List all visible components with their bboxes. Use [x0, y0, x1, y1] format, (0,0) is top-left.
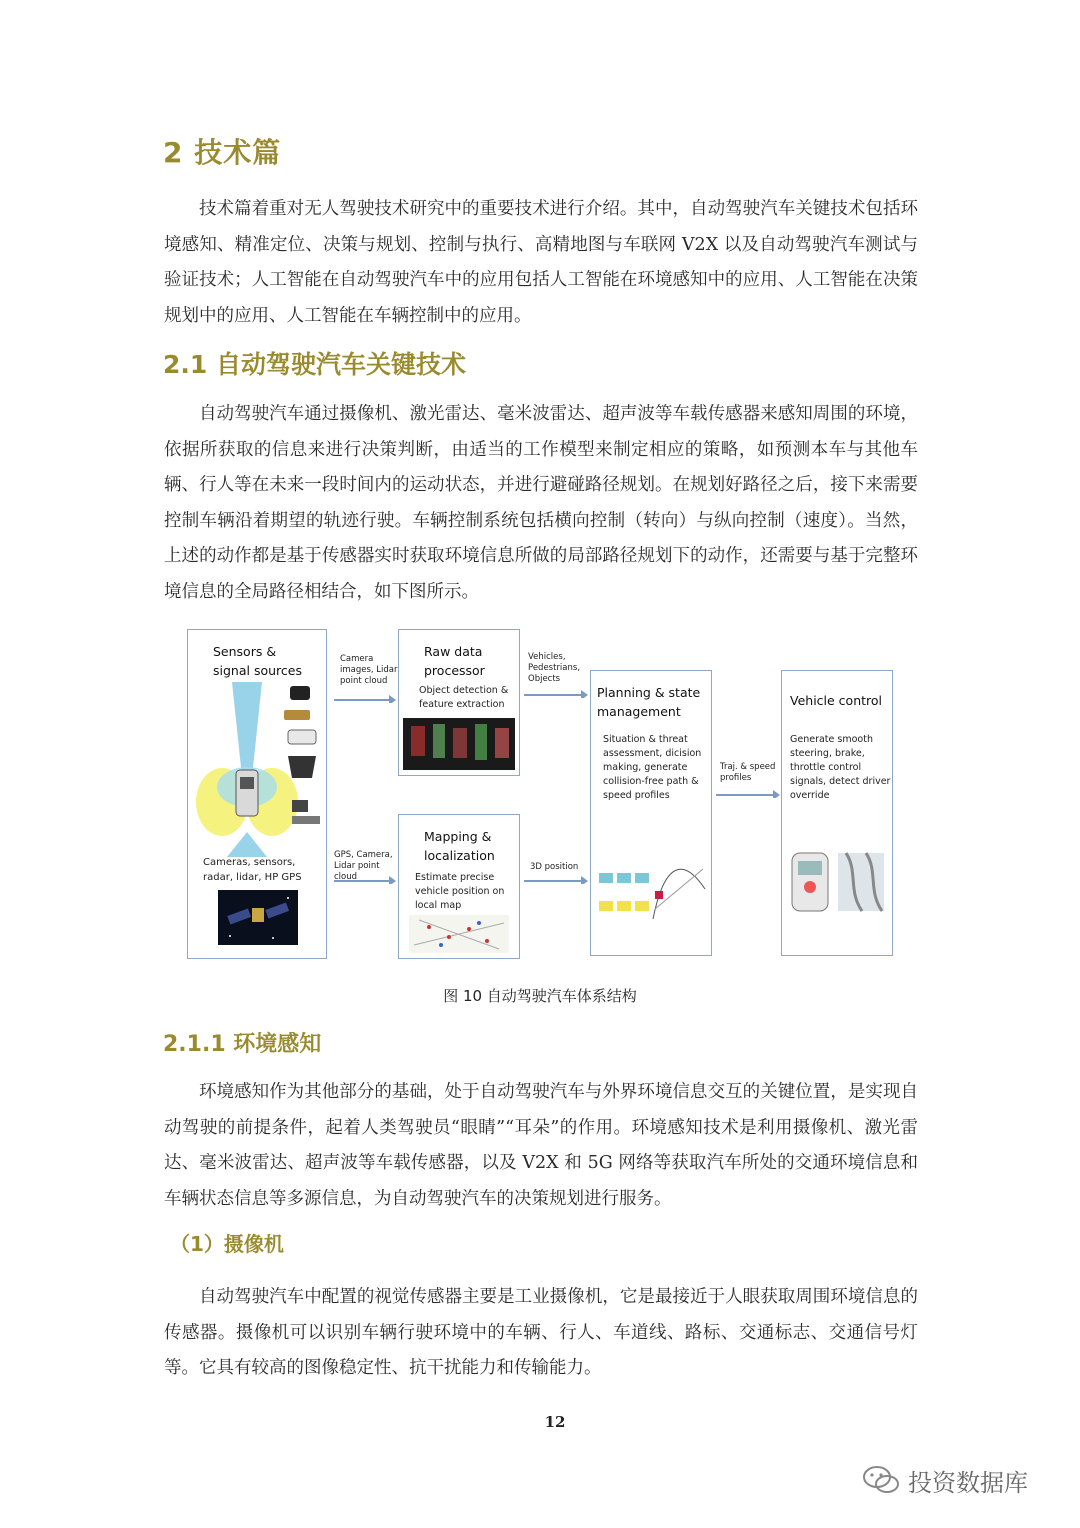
mapping-title: Mapping & localization — [424, 829, 495, 863]
subsection-body: 自动驾驶汽车通过摄像机、激光雷达、毫米波雷达、超声波等车载传感器来感知周围的环境，依据所获取的信息来进行决策判断，由适当的工作模型来制定相应的策略，如预测本车与其他车辆、行人等在未来一段时间内的运动状态，并进行避碰路径规划。在规划好路径之后，接下来需要控制车辆沿着期望的轨迹行驶。车辆控制系统包括横向控制（转向）与纵向控制（速度）。当然，上述的动作都是基于传感器实时获取环境信息所做的局部路径规划下的动作，还需要与基于完整环境信息的全局路径相结合，如下图所示。 — [164, 404, 918, 602]
subsubsection-title: 2.1.1 环境感知 — [163, 1032, 322, 1057]
planning-image — [595, 849, 707, 927]
raw-data-title: Raw data processor — [424, 644, 485, 678]
architecture-diagram — [180, 622, 912, 967]
section-title: 2 技术篇 — [163, 136, 282, 169]
mapping-box — [398, 814, 520, 959]
figure-caption: 图 10 自动驾驶汽车体系结构 — [443, 987, 637, 1005]
sensor-car-illustration — [192, 682, 324, 860]
satellite-image — [218, 890, 298, 945]
subsubsection-body: 环境感知作为其他部分的基础，处于自动驾驶汽车与外界环境信息交互的关键位置，是实现自动驾驶的前提条件，起着人类驾驶员“眼睛”“耳朵”的作用。环境感知技术是利用摄像机、激光雷达、毫米波雷达、超声波等车载传感器，以及 V2X 和 5G 网络等获取汽车所处的交通环境信息和车辆状态信息等多源信息，为自动驾驶汽车的决策规划进行服务。 — [164, 1082, 918, 1209]
flow-label-traj: Traj. & speed profiles — [720, 762, 776, 783]
vehicle-desc: Generate smooth steering, brake, throttle control signals, detect driver override — [790, 734, 891, 801]
sensors-title: Sensors & signal sources — [213, 644, 302, 678]
item-body: 自动驾驶汽车中配置的视觉传感器主要是工业摄像机，它是最接近于人眼获取周围环境信息的传感器。摄像机可以识别车辆行驶环境中的车辆、行人、车道线、路标、交通标志、交通信号灯等。它具有较高的图像稳定性、抗干扰能力和传输能力。 — [164, 1287, 918, 1378]
item-title: （1）摄像机 — [170, 1232, 284, 1256]
sensors-box — [187, 629, 327, 959]
raw-data-box — [398, 629, 520, 776]
planning-title: Planning & state management — [597, 685, 701, 719]
arrow-raw-to-planning — [524, 690, 588, 698]
page-number: 12 — [544, 1413, 566, 1431]
wechat-icon — [862, 1465, 900, 1495]
vehicle-image — [788, 851, 888, 913]
vehicle-title: Vehicle control — [790, 693, 883, 708]
flow-label-vehicles: Vehicles, Pedestrians, Objects — [528, 652, 581, 684]
arrow-sensors-to-raw — [334, 695, 396, 703]
mapping-image — [409, 915, 509, 953]
planning-box — [590, 670, 712, 956]
raw-data-image — [403, 718, 515, 770]
arrow-mapping-to-planning — [524, 876, 588, 884]
watermark — [862, 1460, 1028, 1500]
arrow-sensors-to-mapping — [334, 876, 396, 884]
subsection-title: 2.1 自动驾驶汽车关键技术 — [163, 350, 466, 379]
raw-data-desc: Object detection & feature extraction — [419, 685, 509, 710]
flow-label-gps: GPS, Camera, Lidar point cloud — [334, 850, 393, 882]
section-intro: 技术篇着重对无人驾驶技术研究中的重要技术进行介绍。其中，自动驾驶汽车关键技术包括环境感知、精准定位、决策与规划、控制与执行、高精地图与车联网 V2X 以及自动驾驶汽车测试与验证技术；人工智能在自动驾驶汽车中的应用包括人工智能在环境感知中的应用、人工智能在决策规划中的应用、人工智能在车辆控制中的应用。 — [164, 199, 918, 326]
mapping-desc: Estimate precise vehicle position on local map — [415, 872, 505, 911]
planning-desc: Situation & threat assessment, dicision making, generate collision-free path & speed profiles — [603, 734, 702, 801]
watermark-text: 投资数据库 — [908, 1468, 1028, 1497]
flow-label-camera: Camera images, Lidar point cloud — [340, 654, 398, 686]
arrow-planning-to-vehicle — [716, 790, 780, 798]
vehicle-control-box — [781, 670, 893, 956]
sensors-bottom-label: Cameras, sensors, radar, lidar, HP GPS — [203, 857, 302, 883]
flow-label-3d: 3D position — [530, 862, 579, 872]
